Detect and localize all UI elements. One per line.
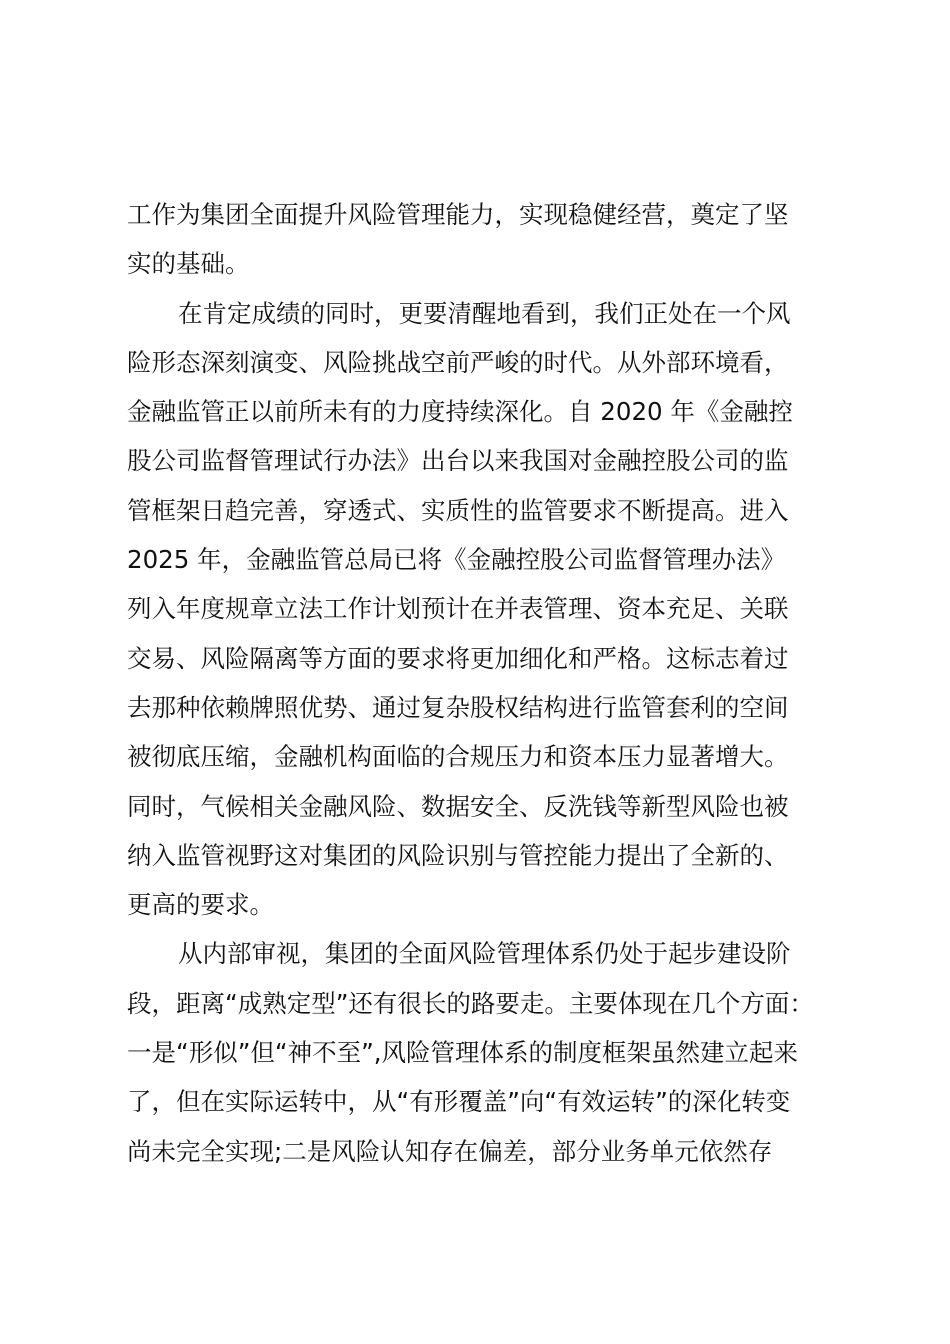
paragraph-3 — [127, 929, 827, 1175]
text-line: 交易、风险隔离等方面的要求将更加细化和严格。这标志着过 — [127, 643, 789, 673]
text-line: 在肯定成绩的同时，更要清醒地看到，我们正处在一个风 — [178, 298, 791, 328]
text-line: 纳入监管视野这对集团的风险识别与管控能力提出了全新的、 — [127, 840, 789, 870]
text-line: 工作为集团全面提升风险管理能力，实现稳健经营，奠定了坚 — [127, 200, 789, 229]
text-line: 被彻底压缩，金融机构面临的合规压力和资本压力显著增大。 — [127, 742, 789, 772]
text-line: 更高的要求。 — [127, 890, 274, 920]
text-line: 一是“形似”但“神不至”,风险管理体系的制度框架虽然建立起来 — [127, 1038, 799, 1068]
paragraph-1 — [127, 190, 827, 289]
text-line: 段，距离“成熟定型”还有很长的路要走。主要体现在几个方面： — [127, 988, 814, 1018]
text-line: 股公司监督管理试行办法》出台以来我国对金融控股公司的监 — [127, 446, 789, 476]
text-line: 同时，气候相关金融风险、数据安全、反洗钱等新型风险也被 — [127, 791, 789, 821]
text-line: 2025 年，金融监管总局已将《金融控股公司监督管理办法》 — [127, 545, 786, 575]
text-line: 列入年度规章立法工作计划预计在并表管理、资本充足、关联 — [127, 594, 789, 624]
text-line: 实的基础。 — [127, 249, 250, 279]
text-line: 去那种依赖牌照优势、通过复杂股权结构进行监管套利的空间 — [127, 692, 789, 722]
text-line: 了，但在实际运转中，从“有形覆盖”向“有效运转”的深化转变 — [127, 1087, 791, 1117]
text-line: 险形态深刻演变、风险挑战空前严峻的时代。从外部环境看， — [127, 347, 789, 377]
paragraph-2 — [127, 289, 827, 930]
text-line: 从内部审视，集团的全面风险管理体系仍处于起步建设阶 — [178, 939, 791, 969]
text-line: 金融监管正以前所未有的力度持续深化。自 2020 年《金融控 — [127, 397, 793, 427]
text-line: 尚未完全实现;二是风险认知存在偏差，部分业务单元依然存 — [127, 1136, 773, 1166]
document-body — [127, 190, 827, 1176]
text-line: 管框架日趋完善，穿透式、实质性的监管要求不断提高。进入 — [127, 495, 789, 525]
